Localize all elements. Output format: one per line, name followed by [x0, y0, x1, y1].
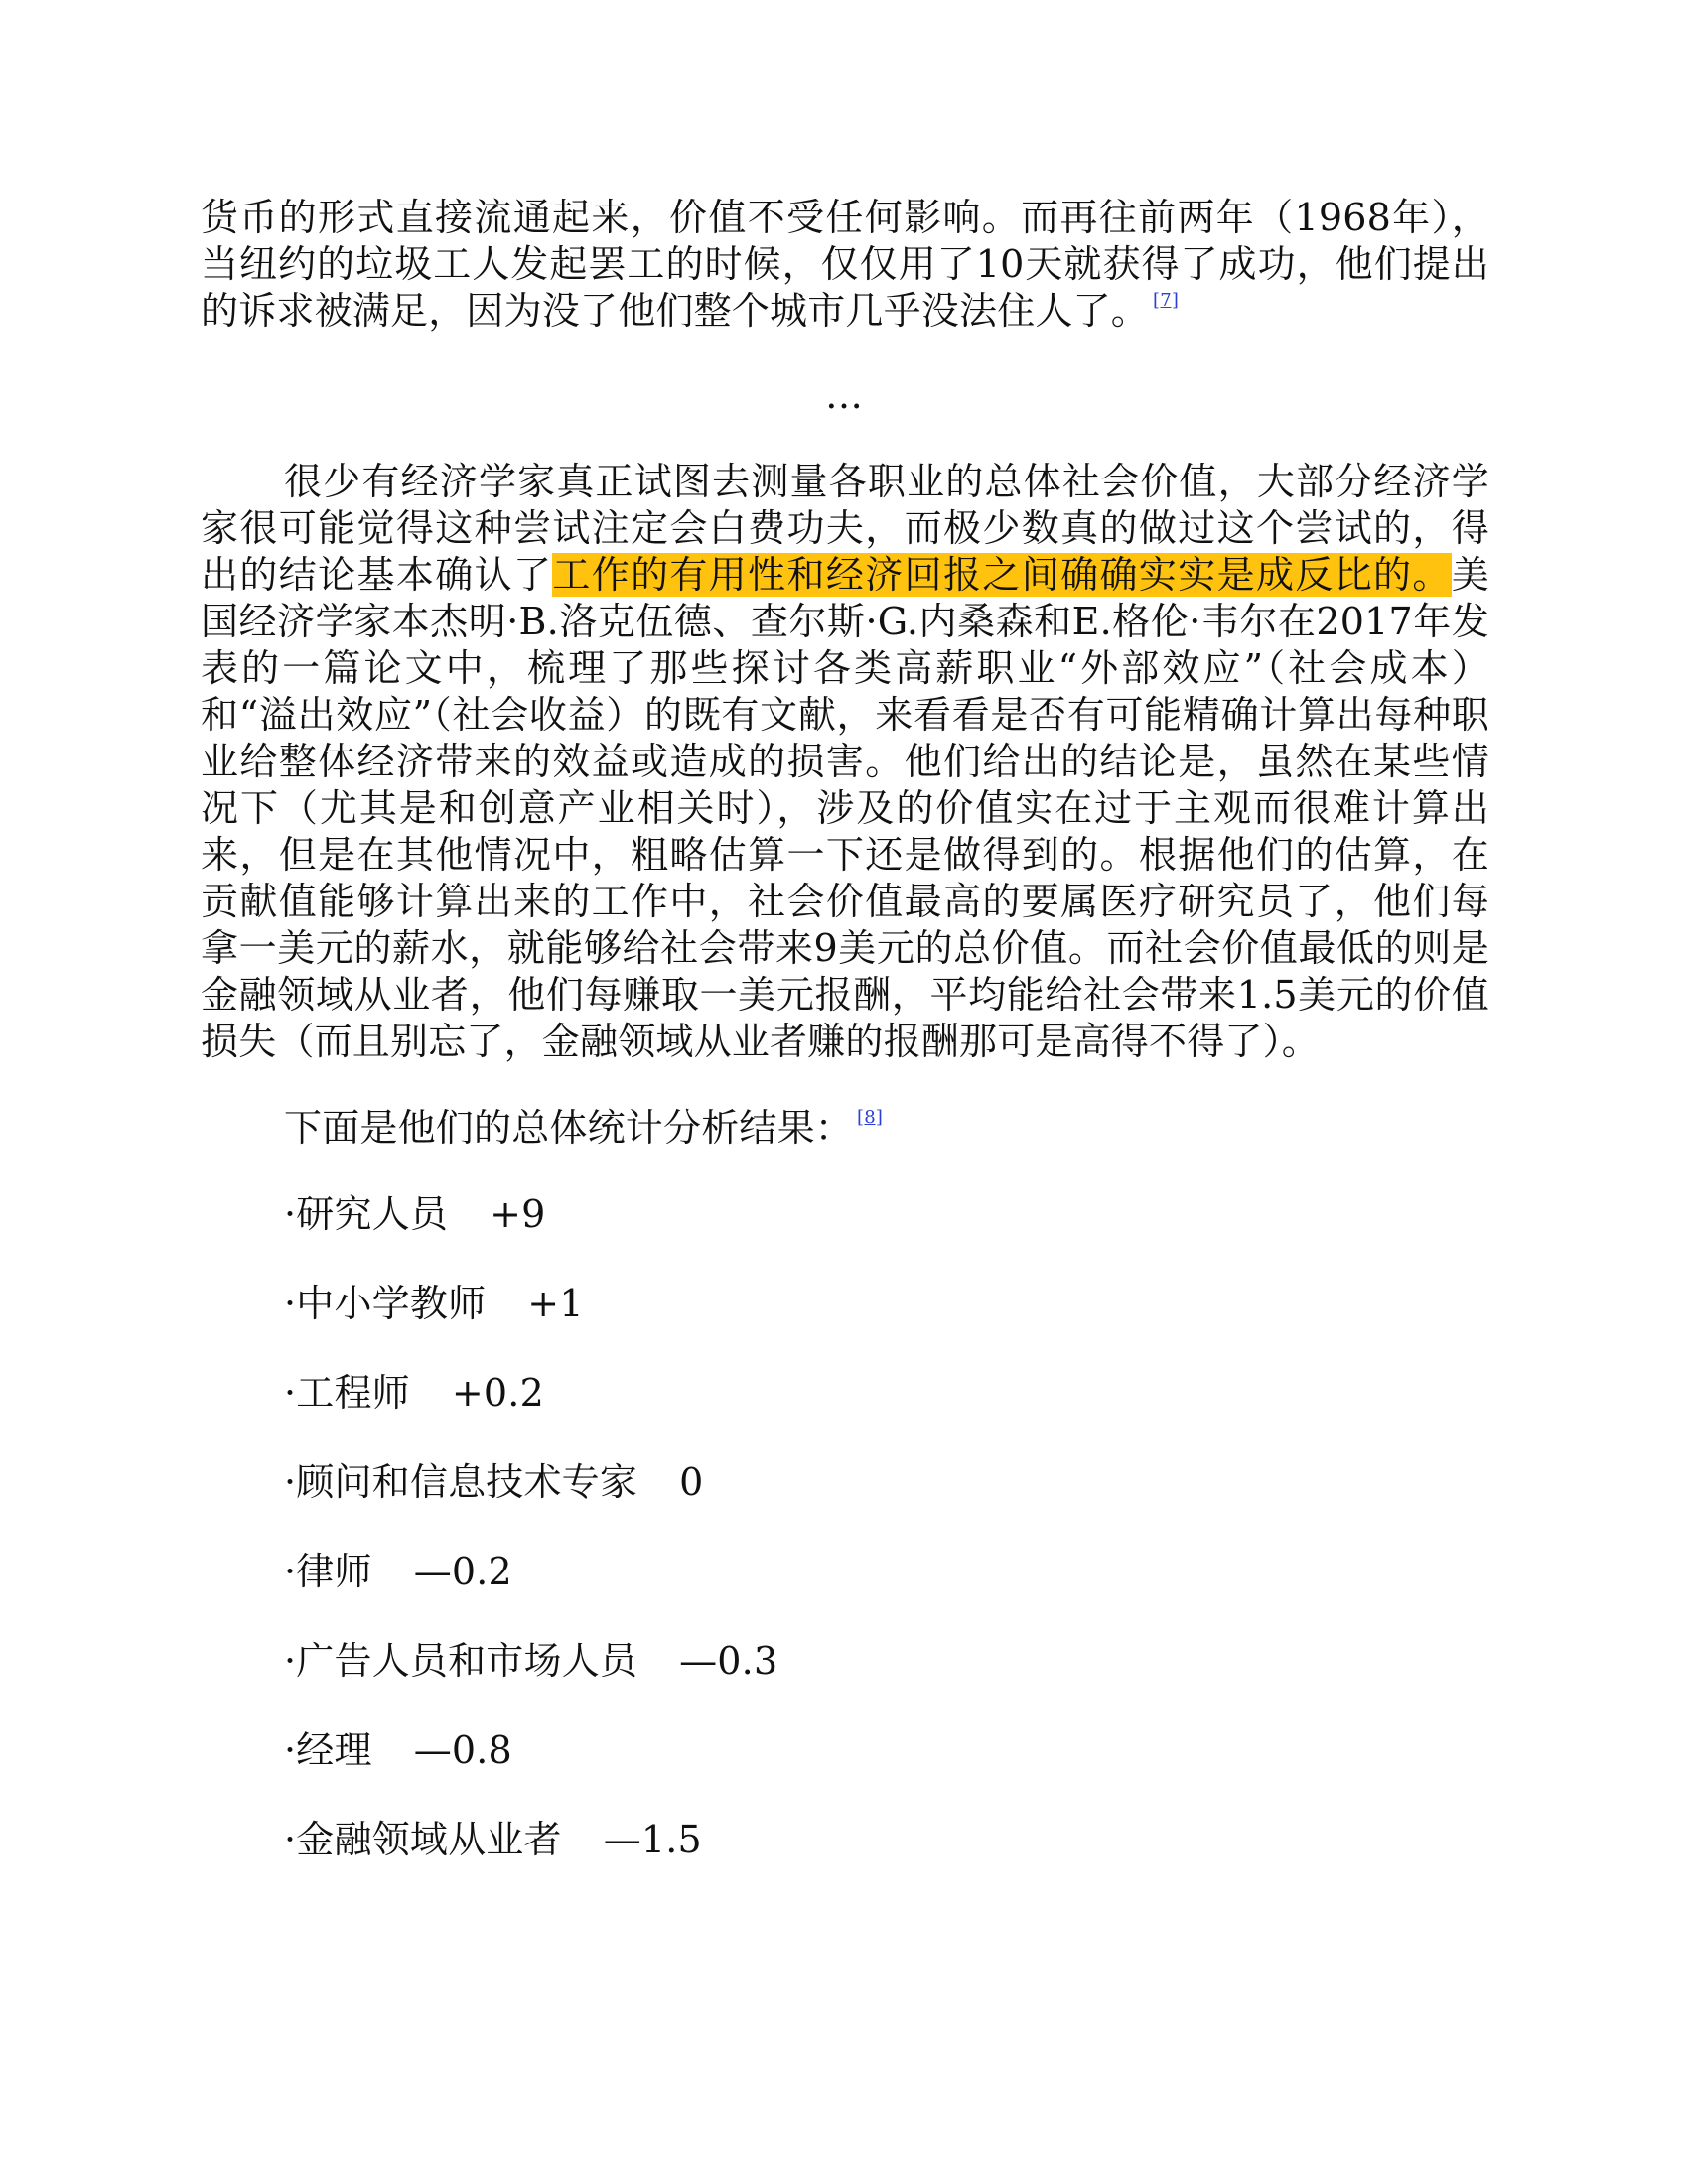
- profession-label: ·律师: [284, 1550, 372, 1593]
- profession-label: ·经理: [284, 1728, 372, 1772]
- profession-value-list: [201, 1191, 1489, 1863]
- profession-label: ·广告人员和市场人员: [284, 1639, 638, 1683]
- document-page: [201, 195, 1489, 1906]
- profession-label: ·顾问和信息技术专家: [284, 1460, 638, 1504]
- paragraph-text: 货币的形式直接流通起来，价值不受任何影响。而再往前两年（1968年），当纽约的垃圾工人发起罢工的时候，仅仅用了10天就获得了成功，他们提出的诉求被满足，因为没了他们整个城市几乎没法住人了。: [201, 196, 1489, 333]
- list-item: [284, 1281, 1489, 1327]
- profession-label: ·中小学教师: [284, 1282, 487, 1325]
- profession-value: 0: [679, 1460, 704, 1504]
- list-item: [284, 1817, 1489, 1863]
- paragraph-strike-story: [201, 195, 1489, 335]
- paragraph-text-before: 很少有经济学家真正试图去测量各职业的总体社会价值，大部分经济学家很可能觉得这种尝试注定会白费功夫，而极少数真的做过这个尝试的，得出的结论基本确认了: [201, 460, 1489, 597]
- profession-value: +0.2: [451, 1371, 544, 1415]
- paragraph-text: 下面是他们的总体统计分析结果：: [284, 1106, 854, 1150]
- list-item: [284, 1727, 1489, 1774]
- profession-value: —0.2: [413, 1550, 512, 1593]
- highlighted-text: 工作的有用性和经济回报之间确确实实是成反比的。: [552, 553, 1452, 597]
- footnote-link-7[interactable]: [7]: [1153, 290, 1180, 311]
- paragraph-social-value: [201, 459, 1489, 1065]
- profession-value: +9: [490, 1192, 546, 1236]
- list-item: [284, 1549, 1489, 1595]
- list-item: [284, 1638, 1489, 1685]
- profession-label: ·工程师: [284, 1371, 410, 1415]
- profession-value: —0.8: [413, 1728, 512, 1772]
- profession-value: —1.5: [603, 1818, 702, 1861]
- list-item: [284, 1459, 1489, 1506]
- paragraph-results-intro: [201, 1105, 1489, 1152]
- profession-label: ·金融领域从业者: [284, 1818, 562, 1861]
- section-separator: …: [825, 373, 865, 417]
- list-item: [284, 1191, 1489, 1238]
- paragraph-text-after: 美国经济学家本杰明·B.洛克伍德、查尔斯·G.内桑森和E.格伦·韦尔在2017年发表的一篇论文中，梳理了那些探讨各类高薪职业“外部效应”（社会成本）和“溢出效应”（社会收益）的既有文献，来看看是否有可能精确计算出每种职业给整体经济带来的效益或造成的损害。他们给出的结论是，虽然在某些情况下（尤其是和创意产业相关时），涉及的价值实在过于主观而很难计算出来，但是在其他情况中，粗略估算一下还是做得到的。根据他们的估算，在贡献值能够计算出来的工作中，社会价值最高的要属医疗研究员了，他们每拿一美元的薪水，就能够给社会带来9美元的总价值。而社会价值最低的则是金融领域从业者，他们每赚取一美元报酬，平均能给社会带来1.5美元的价值损失（而且别忘了，金融领域从业者赚的报酬那可是高得不得了）。: [201, 553, 1489, 1063]
- list-item: [284, 1370, 1489, 1417]
- profession-label: ·研究人员: [284, 1192, 449, 1236]
- footnote-link-8[interactable]: [8]: [857, 1107, 884, 1128]
- profession-value: +1: [527, 1282, 584, 1325]
- profession-value: —0.3: [679, 1639, 778, 1683]
